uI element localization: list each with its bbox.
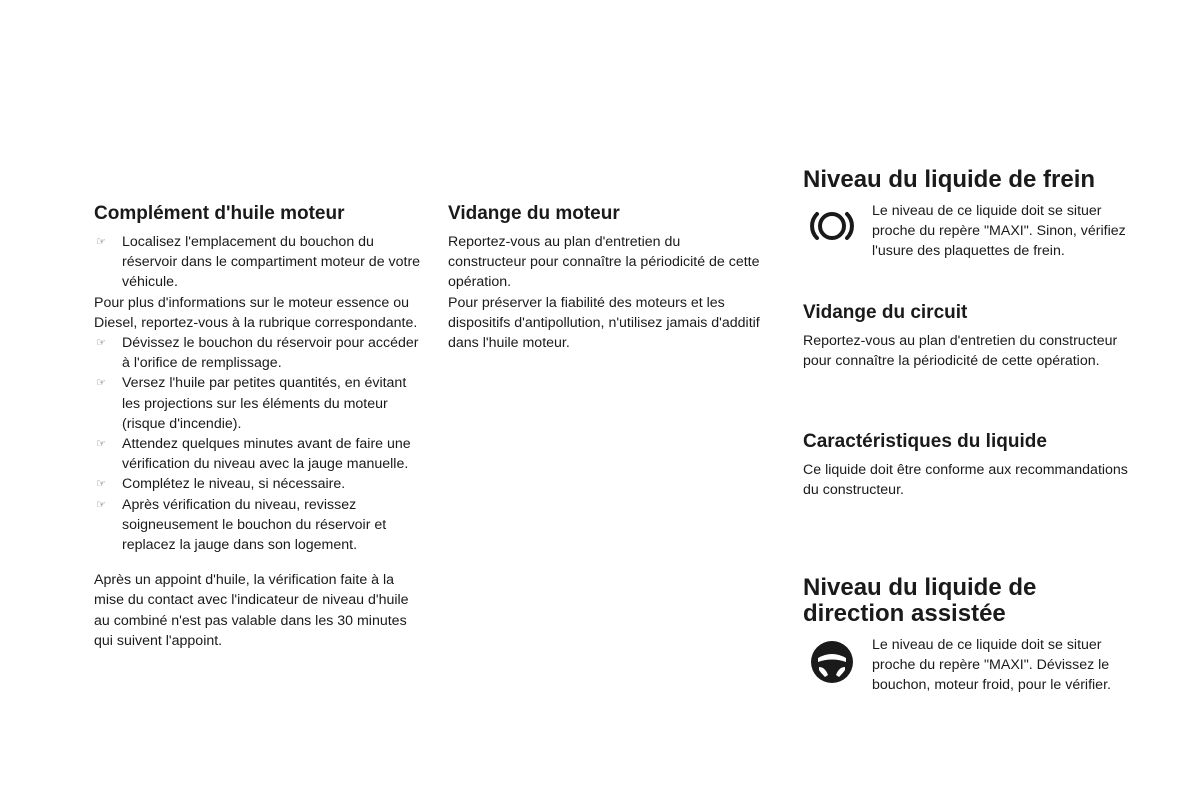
list-item-text: Localisez l'emplacement du bouchon du réservoir dans le compartiment moteur de votre véhicule.	[122, 234, 421, 291]
pointing-hand-icon: ☞	[96, 437, 106, 451]
engine-drain-paragraph-1: Reportez-vous au plan d'entretien du constructeur pour connaître la périodicité de cette opération.	[448, 234, 760, 291]
power-steering-title-line-2: direction assistée	[803, 600, 1006, 627]
list-item-text: Attendez quelques minutes avant de faire une vérification du niveau avec la jauge manuelle.	[122, 436, 411, 473]
power-steering-title-line-1: Niveau du liquide de	[803, 574, 1037, 601]
engine-drain-paragraph-2: Pour préserver la fiabilité des moteurs et les dispositifs d'antipollution, n'utilisez jamais d'additif dans l'huile moteur.	[448, 294, 760, 352]
power-steering-row	[803, 635, 1133, 696]
oil-topup-list-b	[94, 333, 424, 555]
steering-wheel-icon	[803, 637, 861, 687]
list-item	[94, 474, 424, 494]
circuit-drain-title: Vidange du circuit	[803, 302, 968, 323]
pointing-hand-icon: ☞	[96, 497, 106, 511]
power-steering-section	[803, 575, 1133, 696]
oil-topup-title: Complément d'huile moteur	[94, 203, 345, 224]
circuit-drain-text: Reportez-vous au plan d'entretien du constructeur pour connaître la périodicité de cette opération.	[803, 333, 1118, 370]
brake-fluid-title: Niveau du liquide de frein	[803, 166, 1096, 193]
circuit-drain-section	[803, 301, 1133, 371]
oil-topup-paragraph-2: Après un appoint d'huile, la vérification faite à la mise du contact avec l'indicateur de niveau d'huile au combiné n'est pas valable dans les 30 minutes qui suivent l'appoint.	[94, 572, 409, 649]
engine-drain-section	[448, 202, 760, 353]
brake-fluid-text: Le niveau de ce liquide doit se situer proche du repère "MAXI". Sinon, vérifiez l'usure des plaquettes de frein.	[872, 203, 1126, 260]
pointing-hand-icon: ☞	[96, 235, 106, 248]
list-item	[94, 434, 424, 474]
power-steering-text: Le niveau de ce liquide doit se situer proche du repère "MAXI". Dévissez le bouchon, moteur froid, pour le vérifier.	[872, 637, 1111, 694]
list-item	[94, 495, 424, 556]
brake-fluid-row	[803, 201, 1133, 262]
list-item	[94, 333, 424, 373]
fluid-specs-text: Ce liquide doit être conforme aux recommandations du constructeur.	[803, 462, 1128, 499]
brake-fluid-section	[803, 167, 1133, 262]
oil-topup-paragraph-1: Pour plus d'informations sur le moteur essence ou Diesel, reportez-vous à la rubrique correspondante.	[94, 294, 418, 331]
fluid-specs-title: Caractéristiques du liquide	[803, 431, 1047, 452]
list-item-text: Versez l'huile par petites quantités, en évitant les projections sur les éléments du moteur (risque d'incendie).	[122, 375, 407, 432]
fluid-specs-section	[803, 430, 1133, 500]
power-steering-title	[803, 575, 1133, 627]
list-item	[94, 232, 424, 293]
list-item-text: Après vérification du niveau, revissez soigneusement le bouchon du réservoir et replacez la jauge dans son logement.	[122, 496, 387, 554]
brake-warning-icon	[803, 201, 861, 251]
engine-drain-title: Vidange du moteur	[448, 203, 620, 224]
oil-topup-section	[94, 202, 424, 651]
pointing-hand-icon: ☞	[96, 376, 106, 390]
pointing-hand-icon: ☞	[96, 336, 106, 350]
list-item	[94, 373, 424, 434]
list-item-text: Dévissez le bouchon du réservoir pour accéder à l'orifice de remplissage.	[122, 335, 419, 372]
list-item-text: Complétez le niveau, si nécessaire.	[122, 476, 346, 493]
pointing-hand-icon: ☞	[96, 477, 106, 491]
oil-topup-list-a	[94, 232, 424, 293]
